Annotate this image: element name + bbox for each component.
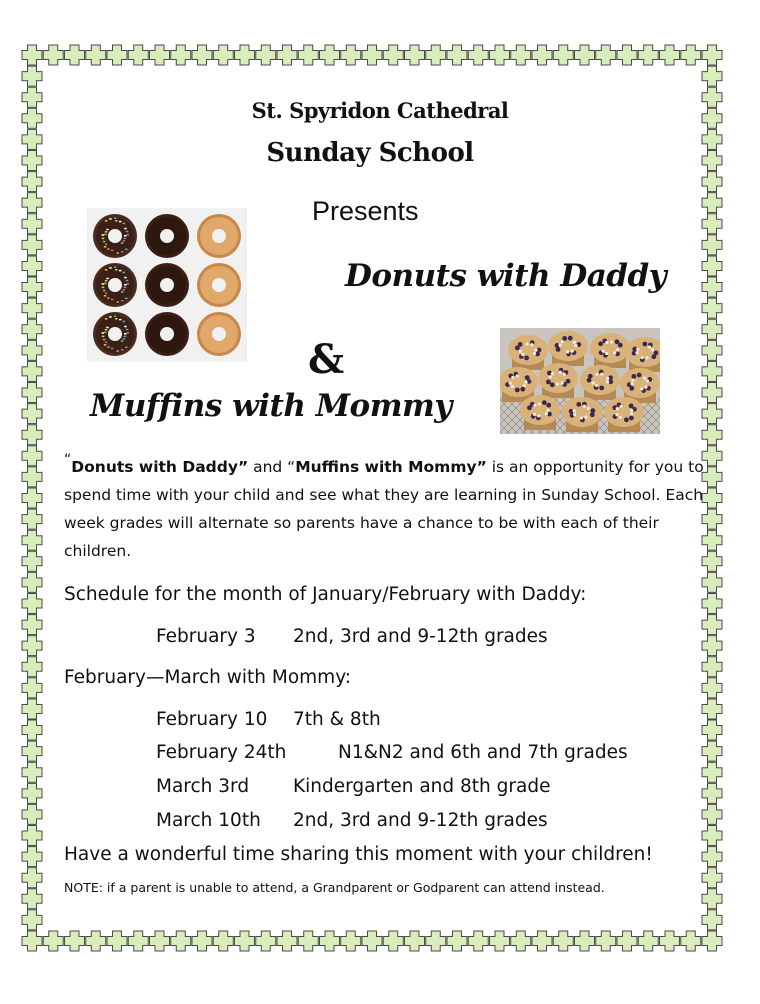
border-cross: [22, 931, 42, 951]
border-cross: [468, 45, 488, 65]
cathedral-name: St. Spyridon Cathedral: [251, 98, 509, 123]
schedule-grades: N1&N2 and 6th and 7th grades: [338, 742, 628, 763]
schedule-row: [156, 626, 548, 647]
border-cross: [532, 45, 552, 65]
border-cross: [235, 931, 255, 951]
border-cross: [702, 530, 722, 550]
daddy-schedule-heading: Schedule for the month of January/February with Daddy:: [64, 584, 587, 605]
border-cross: [362, 931, 382, 951]
border-cross: [22, 889, 42, 909]
border-cross: [702, 488, 722, 508]
border-cross: [22, 66, 42, 86]
border-cross: [702, 593, 722, 613]
border-cross: [22, 847, 42, 867]
intro-donuts-phrase: Donuts with Daddy”: [71, 458, 249, 476]
border-cross: [22, 741, 42, 761]
border-cross: [702, 467, 722, 487]
border-cross: [532, 931, 552, 951]
open-quote: “: [64, 452, 72, 468]
donuts-photo: [87, 208, 247, 362]
border-cross: [22, 256, 42, 276]
border-cross: [681, 45, 701, 65]
border-cross: [617, 931, 637, 951]
schedule-grades: Kindergarten and 8th grade: [293, 776, 551, 797]
note-line: NOTE: if a parent is unable to attend, a Grandparent or Godparent can attend instead.: [64, 880, 605, 895]
border-cross: [553, 931, 573, 951]
border-cross: [702, 340, 722, 360]
muffins-photo: [500, 328, 660, 434]
border-cross: [65, 931, 85, 951]
border-cross: [702, 657, 722, 677]
border-cross: [22, 361, 42, 381]
border-cross: [277, 45, 297, 65]
border-cross: [22, 762, 42, 782]
border-cross: [702, 931, 722, 951]
border-cross: [22, 804, 42, 824]
border-cross: [702, 172, 722, 192]
border-cross: [22, 172, 42, 192]
schedule-date: March 10th: [156, 810, 261, 831]
border-cross: [22, 720, 42, 740]
border-cross: [22, 551, 42, 571]
border-cross: [702, 45, 722, 65]
border-cross: [22, 446, 42, 466]
border-cross: [702, 889, 722, 909]
border-cross: [702, 193, 722, 213]
border-cross: [43, 45, 63, 65]
schedule-row: [156, 776, 550, 797]
border-cross: [702, 572, 722, 592]
border-cross: [22, 340, 42, 360]
border-cross: [702, 615, 722, 635]
schedule-grades: 7th & 8th: [293, 709, 381, 730]
border-cross: [638, 45, 658, 65]
border-cross: [256, 931, 276, 951]
border-cross: [320, 931, 340, 951]
border-cross: [617, 45, 637, 65]
schedule-row: [156, 810, 548, 831]
border-cross: [405, 45, 425, 65]
schedule-row: [156, 709, 381, 730]
border-cross: [213, 931, 233, 951]
border-cross: [22, 910, 42, 930]
mommy-schedule-heading: February—March with Mommy:: [64, 667, 352, 688]
border-cross: [702, 678, 722, 698]
donuts-with-daddy-title: Donuts with Daddy: [345, 258, 667, 294]
border-cross: [702, 783, 722, 803]
border-cross: [22, 319, 42, 339]
schedule-date: February 24th: [156, 742, 287, 763]
border-cross: [702, 762, 722, 782]
border-cross: [702, 636, 722, 656]
border-cross: [235, 45, 255, 65]
border-cross: [213, 45, 233, 65]
schedule-date: March 3rd: [156, 776, 250, 797]
border-cross: [22, 530, 42, 550]
border-cross: [362, 45, 382, 65]
border-cross: [681, 931, 701, 951]
border-cross: [22, 214, 42, 234]
border-cross: [702, 551, 722, 571]
border-cross: [341, 45, 361, 65]
schedule-row: [156, 742, 628, 763]
border-cross: [490, 45, 510, 65]
border-cross: [660, 45, 680, 65]
border-cross: [702, 383, 722, 403]
border-cross: [22, 699, 42, 719]
border-cross: [22, 193, 42, 213]
border-cross: [171, 45, 191, 65]
border-cross: [702, 319, 722, 339]
intro-muffins-phrase: Muffins with Mommy”: [295, 458, 487, 476]
border-cross: [277, 931, 297, 951]
border-cross: [702, 699, 722, 719]
border-cross: [22, 235, 42, 255]
border-cross: [22, 593, 42, 613]
border-cross: [192, 931, 212, 951]
border-cross: [65, 45, 85, 65]
border-cross: [553, 45, 573, 65]
border-cross: [702, 298, 722, 318]
ampersand: &: [308, 336, 345, 383]
border-cross: [638, 931, 658, 951]
border-cross: [702, 425, 722, 445]
border-cross: [128, 931, 148, 951]
border-cross: [192, 45, 212, 65]
border-cross: [468, 931, 488, 951]
border-cross: [22, 404, 42, 424]
border-cross: [22, 678, 42, 698]
border-cross: [702, 804, 722, 824]
sunday-school-title: Sunday School: [266, 138, 474, 168]
border-cross: [22, 488, 42, 508]
border-cross: [22, 45, 42, 65]
border-cross: [43, 931, 63, 951]
border-cross: [702, 214, 722, 234]
border-cross: [702, 868, 722, 888]
border-cross: [702, 720, 722, 740]
border-cross: [107, 45, 127, 65]
border-cross: [702, 509, 722, 529]
border-cross: [22, 467, 42, 487]
border-cross: [702, 847, 722, 867]
border-cross: [22, 636, 42, 656]
border-cross: [22, 298, 42, 318]
border-cross: [702, 910, 722, 930]
border-cross: [702, 235, 722, 255]
border-cross: [426, 931, 446, 951]
border-cross: [447, 45, 467, 65]
border-cross: [702, 66, 722, 86]
border-cross: [22, 657, 42, 677]
border-cross: [107, 931, 127, 951]
border-cross: [702, 741, 722, 761]
presents-label: Presents: [312, 196, 419, 226]
border-cross: [596, 45, 616, 65]
border-cross: [128, 45, 148, 65]
muffins-with-mommy-title: Muffins with Mommy: [90, 388, 452, 424]
border-cross: [575, 45, 595, 65]
intro-paragraph: [64, 446, 704, 565]
border-cross: [341, 931, 361, 951]
border-cross: [86, 931, 106, 951]
border-cross: [511, 931, 531, 951]
border-cross: [660, 931, 680, 951]
border-cross: [511, 45, 531, 65]
intro-and: and “: [248, 458, 296, 476]
border-cross: [596, 931, 616, 951]
border-cross: [490, 931, 510, 951]
border-cross: [86, 45, 106, 65]
border-cross: [575, 931, 595, 951]
border-cross: [22, 572, 42, 592]
schedule-grades: 2nd, 3rd and 9-12th grades: [293, 626, 548, 647]
border-cross: [383, 931, 403, 951]
border-cross: [22, 425, 42, 445]
border-cross: [702, 826, 722, 846]
border-cross: [426, 45, 446, 65]
border-cross: [702, 404, 722, 424]
schedule-date: February 3: [156, 626, 256, 647]
border-cross: [447, 931, 467, 951]
border-cross: [256, 45, 276, 65]
closing-line: Have a wonderful time sharing this moment with your children!: [64, 844, 653, 865]
border-cross: [702, 256, 722, 276]
border-cross: [702, 361, 722, 381]
border-cross: [22, 783, 42, 803]
border-cross: [298, 45, 318, 65]
border-cross: [22, 277, 42, 297]
border-cross: [320, 45, 340, 65]
border-cross: [22, 615, 42, 635]
intro-rest: is an opportunity for you to spend time with your child and see what they are learning in Sunday School. Each week grades will alternate so parents have a chance to be with each of their children.: [64, 458, 704, 560]
schedule-grades: 2nd, 3rd and 9-12th grades: [293, 810, 548, 831]
border-cross: [22, 826, 42, 846]
schedule-date: February 10: [156, 709, 268, 730]
border-cross: [22, 509, 42, 529]
border-cross: [298, 931, 318, 951]
border-cross: [150, 45, 170, 65]
border-cross: [702, 446, 722, 466]
border-cross: [150, 931, 170, 951]
border-cross: [702, 277, 722, 297]
border-cross: [171, 931, 191, 951]
border-cross: [383, 45, 403, 65]
border-cross: [22, 868, 42, 888]
border-cross: [405, 931, 425, 951]
border-cross: [22, 383, 42, 403]
